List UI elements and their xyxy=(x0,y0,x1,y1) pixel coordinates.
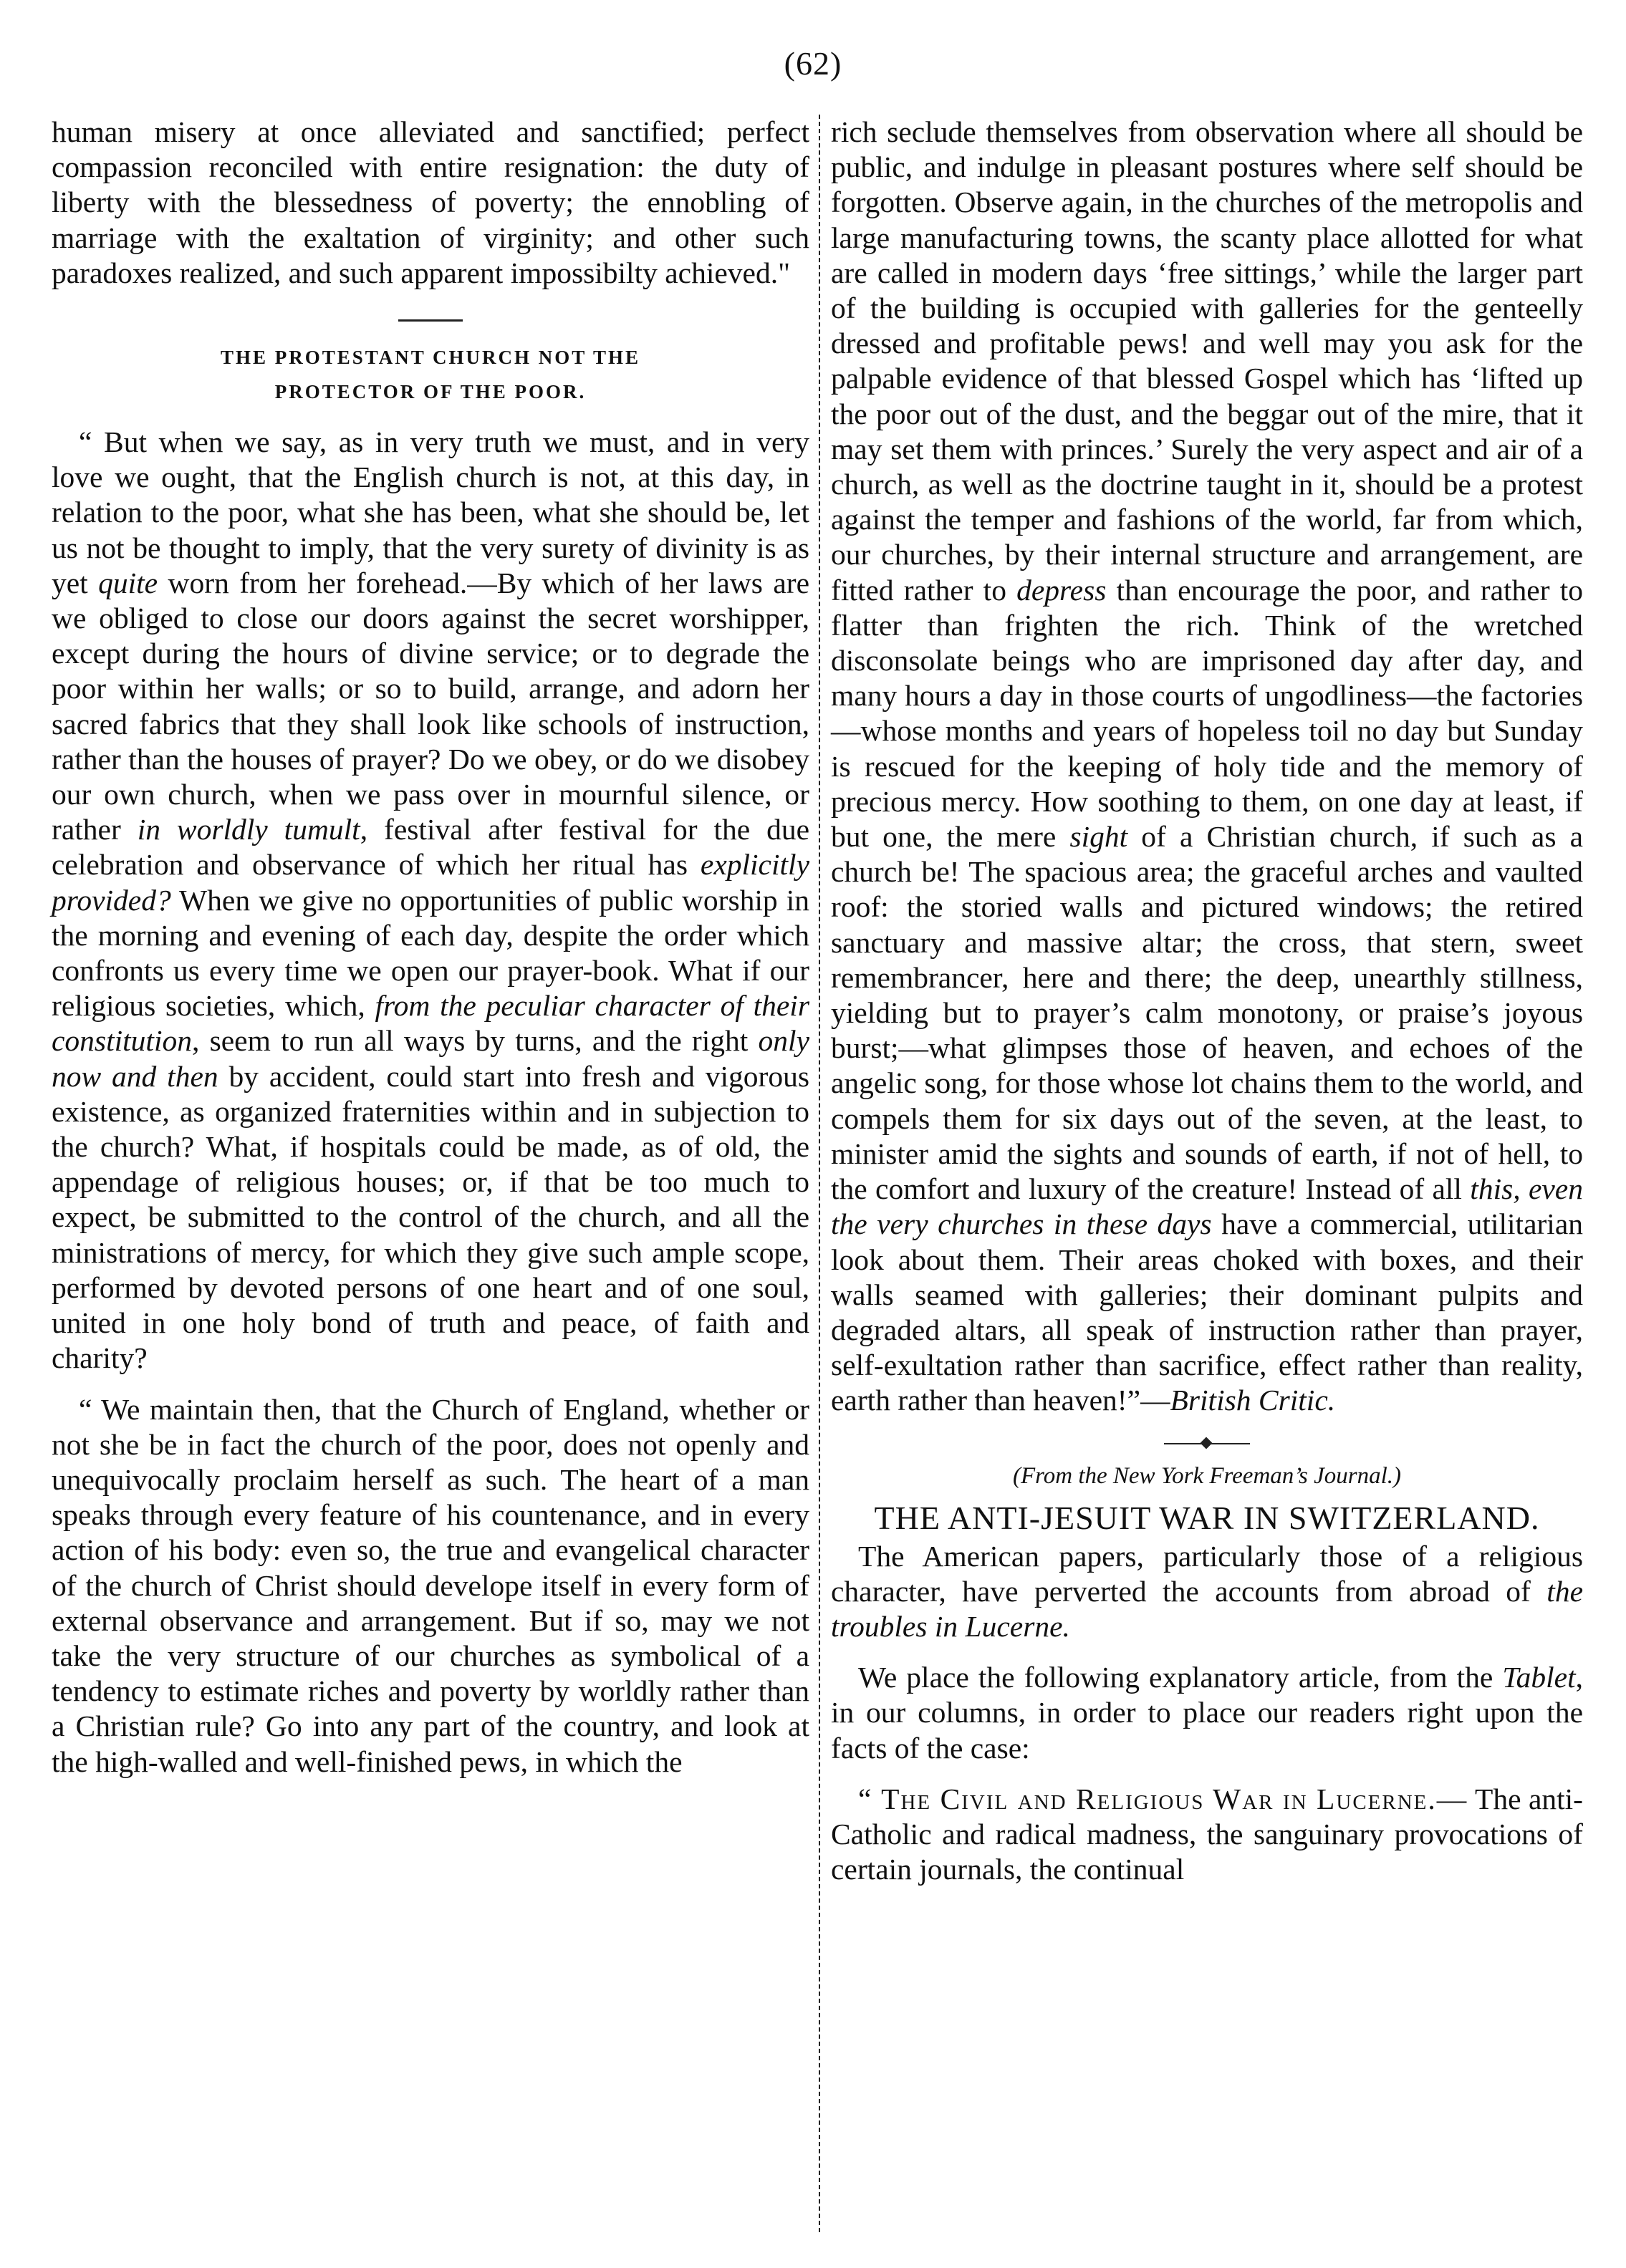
italic-run: this, even the very churches in these days xyxy=(831,1172,1583,1241)
italic-run: from the peculiar character of their constitution xyxy=(52,989,809,1058)
italic-run: the troubles in Lucerne. xyxy=(831,1574,1583,1643)
source-note: (From the New York Freeman’s Journal.) xyxy=(1012,1462,1402,1489)
text-run: than encourage the poor, and rather to flatter than frighten the rich. Think of the wretched disconsolate beings who are imprisoned day after day, and many hours a day in those courts of ungodliness—the factories—whose months and years of hopeless toil no day but Sunday is rescued for the keeping of holy tide and the memory of precious mercy. How soothing to them, on one day at least, if but one, the mere xyxy=(831,573,1583,854)
paragraph-lucerne xyxy=(831,1782,1583,1888)
text-run: The American papers, particularly those of a religious character, have perverted the accounts from abroad of xyxy=(831,1539,1583,1608)
lead-in: “ The Civil and Religious War in Lucerne.— xyxy=(858,1782,1468,1815)
text-run: worn from her forehead.—By which of her laws are we obliged to close our doors against the secret worshipper, except during the hours of divine service; or to degrade the poor within her walls; or so to build, arrange, and adorn her sacred fabrics that they shall look like schools of instruction, rather than the houses of prayer? Do we obey, or do we disobey our own church, when we pass over in mournful silence, or rather xyxy=(52,566,809,846)
text-run: We place the following explanatory article, from the xyxy=(858,1661,1503,1694)
italic-run: in worldly tumult xyxy=(137,813,360,846)
opening-paragraph: human misery at once alleviated and sanctified; perfect compassion reconciled with entire resignation: the duty of liberty with the blessedness of poverty; the ennobling of marriage with the exaltation of virginity; and other such paradoxes realized, and such apparent impossibilty achieved." xyxy=(52,115,809,289)
text-run: of a Christian church, if such as a church be! The spacious area; the graceful arches and vaulted roof: the storied walls and pictured windows; the retired sanctuary and massive altar; the cross, that stern, sweet remembrancer, here and there; the deep, unearthly stillness, yielding but to prayer’s calm monotony, or praise’s joyous burst;—what glimpses those of heaven, and echoes of the angelic song, for those whose lot chains them to the world, and compels them for six days out of the seven, at the least, to minister amid the sights and sounds of earth, if not of hell, to the comfort and luxury of the creature! Instead of all xyxy=(831,820,1584,1206)
paragraph-explanatory xyxy=(831,1660,1583,1766)
italic-run: explicitly provided? xyxy=(52,848,809,917)
section-heading-line-2: PROTECTOR OF THE POOR. xyxy=(274,381,587,403)
page-number: (62) xyxy=(784,45,842,82)
text-run: When we give no opportunities of public worship in the morning and evening of each day, despite the order which confronts us every time we open our prayer-book. What if our religious societies, which, xyxy=(52,883,809,1023)
italic-run: Tablet xyxy=(1502,1661,1576,1694)
right-column xyxy=(831,115,1583,2239)
text-run: , in our columns, in order to place our readers right upon the facts of the case: xyxy=(831,1661,1583,1765)
text-run: , festival after festival for the due celebration and observance of which her ritual has xyxy=(52,813,809,882)
article-heading: THE ANTI-JESUIT WAR IN SWITZERLAND. xyxy=(874,1499,1540,1536)
text-run: by accident, could start into fresh and vigorous existence, as organized fraternities within and in subjection to the church? What, if hospitals could be made, as of old, the appendage of religious houses; or, if that be too much to expect, be submitted to the control of the church, and all the ministrations of mercy, for which they give such ample scope, performed by devoted persons of one heart and of one soul, united in one holy bond of truth and peace, of faith and charity? xyxy=(52,1059,810,1375)
paragraph-american-papers xyxy=(831,1539,1583,1645)
italic-run: quite xyxy=(98,566,158,599)
text-run: rich seclude themselves from observation where all should be public, and indulge in pleasant postures where self should be forgotten. Observe again, in the churches of the metropolis and large manufacturing towns, the scanty place allotted for what are called in modern days ‘free sittings,’ while the larger part of the building is occupied with galleries for the genteelly dressed and profitable pews! and well may you ask for the palpable evidence of that blessed Gospel which has ‘lifted up the poor out of the dust, and the beggar out of the mire, that it may set them with princes.’ Surely the very aspect and air of a church, as well as the doctrine taught in it, should be a protest against the temper and fashions of the world, far from which, our churches, by their internal structure and arrangement, are fitted rather to xyxy=(831,115,1583,607)
ornamental-rule xyxy=(1164,1443,1250,1444)
citation: British Critic. xyxy=(1170,1384,1336,1417)
paragraph-church-poor xyxy=(52,425,809,1376)
section-heading-line-1: THE PROTESTANT CHURCH NOT THE xyxy=(220,347,641,369)
text-run: have a commercial, utilitarian look about them. Their areas choked with boxes, and their walls seamed with galleries; their dominant pulpits and degraded altars, all speak of instruction rather than prayer, self-exultation rather than sacrifice, effect rather than reality, earth rather than heaven!”— xyxy=(831,1207,1584,1417)
text-run: , seem to run all ways by turns, and the right xyxy=(191,1024,759,1058)
italic-run: sight xyxy=(1069,820,1128,854)
paragraph-continuation xyxy=(831,115,1583,1419)
italic-run: only now and then xyxy=(52,1024,809,1093)
text-run: The anti-Catholic and radical madness, the sanguinary provocations of certain journals, the continual xyxy=(831,1782,1583,1886)
italic-run: depress xyxy=(1016,573,1107,607)
paragraph-maintain: “ We maintain then, that the Church of England, whether or not she be in fact the church of the poor, does not openly and unequivocally proclaim herself as such. The heart of a man speaks through every feature of his countenance, and in every action of his body: even so, the true and evangelical character of the church of Christ should develope itself in every form of external observance and arrangement. But if so, may we not take the very structure of our churches as symbolical of a tendency to estimate riches and poverty by worldly rather than a Christian rule? Go into any part of the country, and look at the high-walled and well-finished pews, in which the xyxy=(52,1392,809,1778)
left-column xyxy=(52,115,809,2239)
text-run: “ But when we say, as in very truth we must, and in very love we ought, that the English church is not, at this day, in relation to the poor, what she has been, what she should be, let us not be thought to imply, that the very surety of divinity is as yet xyxy=(52,425,809,599)
column-divider xyxy=(819,115,820,2232)
section-heading xyxy=(52,340,809,409)
section-rule xyxy=(398,319,463,322)
